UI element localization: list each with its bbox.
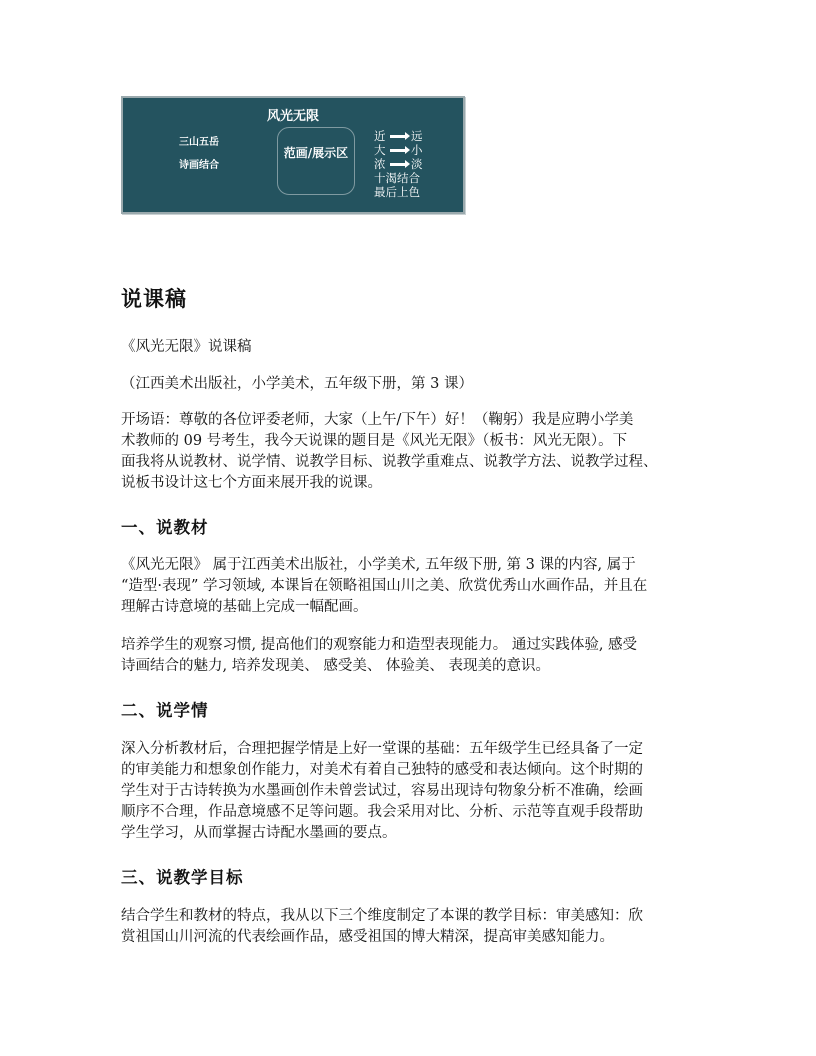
board-title: 风光无限 (266, 109, 319, 124)
board-contrast-pair (374, 157, 423, 171)
paragraph: （江西美术出版社，小学美术，五年级下册，第 3 课） (121, 376, 473, 392)
pair-to: 小 (411, 143, 423, 157)
board-technique-line: 十渴结合 (374, 171, 420, 185)
pair-to: 淡 (411, 157, 423, 171)
board-technique-list (374, 129, 423, 199)
section-heading: 三、说教学目标 (121, 868, 244, 887)
document-heading: 说课稿 (121, 286, 187, 311)
section-heading: 二、说学情 (121, 701, 209, 720)
paragraph: 开场语：尊敬的各位评委老师，大家（上午/下午）好！（鞠躬）我是应聘小学美 术教师的 09 号考生，我今天说课的题目是《风光无限》（板书：风光无限）。下 面我将从说教材、说学情、说教学目标、说教学重难点、说教学方法、说教学过程、 说板书设计这七个方面来展开我的说课。 (121, 412, 658, 491)
paragraph: 《风光无限》 属于江西美术出版社，小学美术, 五年级下册, 第 3 课的内容, 属于 “造型·表现” 学习领域, 本课旨在领略祖国山川之美、欣赏优秀山水画作品，并且在 理解古诗意境的基础上完成一幅配画。 (121, 557, 648, 615)
board-left-item: 三山五岳 (179, 137, 219, 148)
pair-from: 浓 (374, 157, 386, 171)
section-heading: 一、说教材 (121, 518, 209, 537)
paragraph: 培养学生的观察习惯, 提高他们的观察能力和造型表现能力。 通过实践体验, 感受 诗画结合的魅力, 培养发现美、 感受美、 体验美、 表现美的意识。 (121, 637, 638, 674)
pair-to: 远 (411, 129, 423, 143)
pair-from: 近 (374, 129, 386, 143)
board-technique-line: 最后上色 (374, 185, 420, 199)
arrow-right-icon (390, 163, 406, 166)
board-contrast-pair (374, 143, 423, 157)
paragraph: 《风光无限》说课稿 (121, 339, 252, 355)
arrow-right-icon (390, 149, 406, 152)
arrow-right-icon (390, 135, 406, 138)
board-left-item: 诗画结合 (179, 160, 219, 171)
board-contrast-pair (374, 129, 423, 143)
paragraph: 结合学生和教材的特点，我从以下三个维度制定了本课的教学目标：审美感知：欣 赏祖国山川河流的代表绘画作品，感受祖国的博大精深，提高审美感知能力。 (121, 908, 643, 945)
board-center-label: 范画/展示区 (283, 146, 349, 160)
pair-from: 大 (374, 143, 386, 157)
blackboard-design-diagram (121, 96, 465, 214)
paragraph: 深入分析教材后，合理把握学情是上好一堂课的基础：五年级学生已经具备了一定 的审美能力和想象创作能力，对美术有着自己独特的感受和表达倾向。这个时期的 学生对于古诗转换为水墨画创作未曾尝试过，容易出现诗句物象分析不准确，绘画 顺序不合理，作品意境感不足等问题。我会采用对比、分析、示范等直观手段帮助 学生学习，从而掌握古诗配水墨画的要点。 (121, 741, 643, 841)
board-display-area (277, 127, 355, 195)
